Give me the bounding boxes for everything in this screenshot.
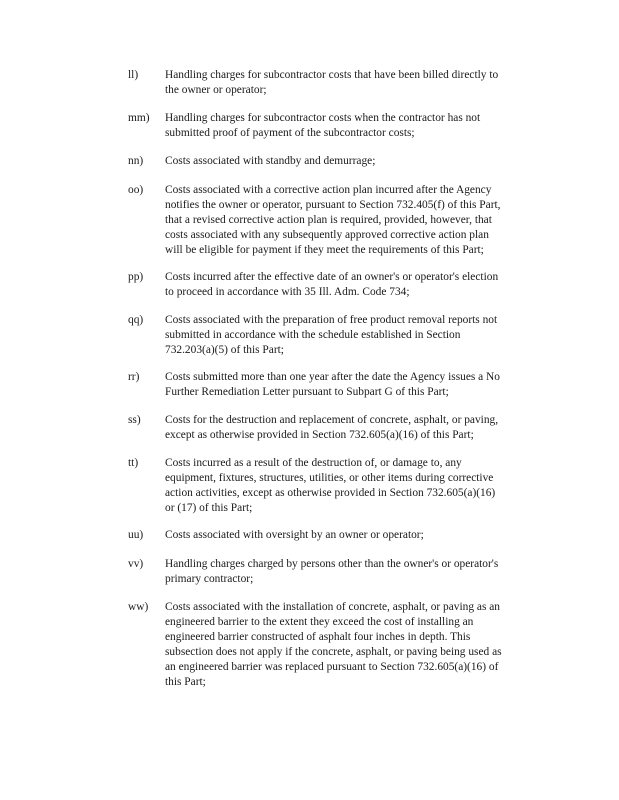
item-text xyxy=(165,183,525,258)
item-label: ll) xyxy=(128,69,139,81)
item-line: the owner or operator; xyxy=(165,84,267,96)
item-line: Costs associated with the preparation of free product removal reports not xyxy=(165,314,498,326)
item-line: engineered barrier constructed of asphalt four inches in depth. This xyxy=(165,631,471,643)
item-label: uu) xyxy=(128,529,144,541)
item-text xyxy=(165,413,525,443)
item-line: subsection does not apply if the concrete, asphalt, or paving being used as xyxy=(165,646,502,658)
item-label: pp) xyxy=(128,271,144,283)
item-line: Costs submitted more than one year after the date the Agency issues a No xyxy=(165,371,500,383)
item-line: submitted in accordance with the schedule established in Section xyxy=(165,329,461,341)
item-line: Handling charges for subcontractor costs that have been billed directly to xyxy=(165,69,499,81)
item-text xyxy=(165,154,525,169)
item-line: action activities, except as otherwise provided in Section 732.605(a)(16) xyxy=(165,487,496,499)
item-text xyxy=(165,270,525,300)
item-line: engineered barrier to the extent they exceed the cost of installing an xyxy=(165,616,474,628)
item-line: Costs associated with a corrective action plan incurred after the Agency xyxy=(165,184,492,196)
item-line: Handling charges charged by persons other than the owner's or operator's xyxy=(165,558,499,570)
item-line: Costs incurred after the effective date of an owner's or operator's election xyxy=(165,271,499,283)
item-line: will be eligible for payment if they meet the requirements of this Part; xyxy=(165,244,484,256)
item-line: costs associated with any subsequently approved corrective action plan xyxy=(165,229,489,241)
item-line: Further Remediation Letter pursuant to Subpart G of this Part; xyxy=(165,386,449,398)
item-text xyxy=(165,68,525,98)
item-text xyxy=(165,370,525,400)
item-line: that a revised corrective action plan is required, provided, however, that xyxy=(165,214,492,226)
item-text xyxy=(165,528,525,543)
item-line: Costs associated with oversight by an owner or operator; xyxy=(165,529,424,541)
item-label: oo) xyxy=(128,184,144,196)
item-line: 732.203(a)(5) of this Part; xyxy=(165,344,284,356)
item-line: this Part; xyxy=(165,676,206,688)
item-line: equipment, fixtures, structures, utilities, or other items during corrective xyxy=(165,472,494,484)
item-line: Handling charges for subcontractor costs when the contractor has not xyxy=(165,112,481,124)
item-text xyxy=(165,111,525,141)
item-text xyxy=(165,456,525,516)
item-line: primary contractor; xyxy=(165,573,254,585)
item-label: rr) xyxy=(128,371,140,383)
item-line: to proceed in accordance with 35 Ill. Adm. Code 734; xyxy=(165,286,410,298)
item-line: Costs associated with the installation of concrete, asphalt, or paving as an xyxy=(165,601,500,613)
item-line: submitted proof of payment of the subcontractor costs; xyxy=(165,127,415,139)
item-label: vv) xyxy=(128,558,144,570)
item-text xyxy=(165,600,525,690)
item-text xyxy=(165,557,525,587)
item-line: or (17) of this Part; xyxy=(165,502,253,514)
item-line: Costs for the destruction and replacement of concrete, asphalt, or paving, xyxy=(165,414,499,426)
item-text xyxy=(165,313,525,358)
item-label: tt) xyxy=(128,457,139,469)
item-line: notifies the owner or operator, pursuant to Section 732.405(f) of this Part, xyxy=(165,199,501,211)
item-label: ww) xyxy=(128,601,149,613)
item-line: an engineered barrier was replaced pursuant to Section 732.605(a)(16) of xyxy=(165,661,499,673)
item-label: nn) xyxy=(128,155,144,167)
item-label: qq) xyxy=(128,314,144,326)
item-label: ss) xyxy=(128,414,141,426)
item-line: except as otherwise provided in Section 732.605(a)(16) of this Part; xyxy=(165,429,474,441)
item-line: Costs incurred as a result of the destruction of, or damage to, any xyxy=(165,457,462,469)
item-label: mm) xyxy=(128,112,150,124)
item-line: Costs associated with standby and demurrage; xyxy=(165,155,376,167)
